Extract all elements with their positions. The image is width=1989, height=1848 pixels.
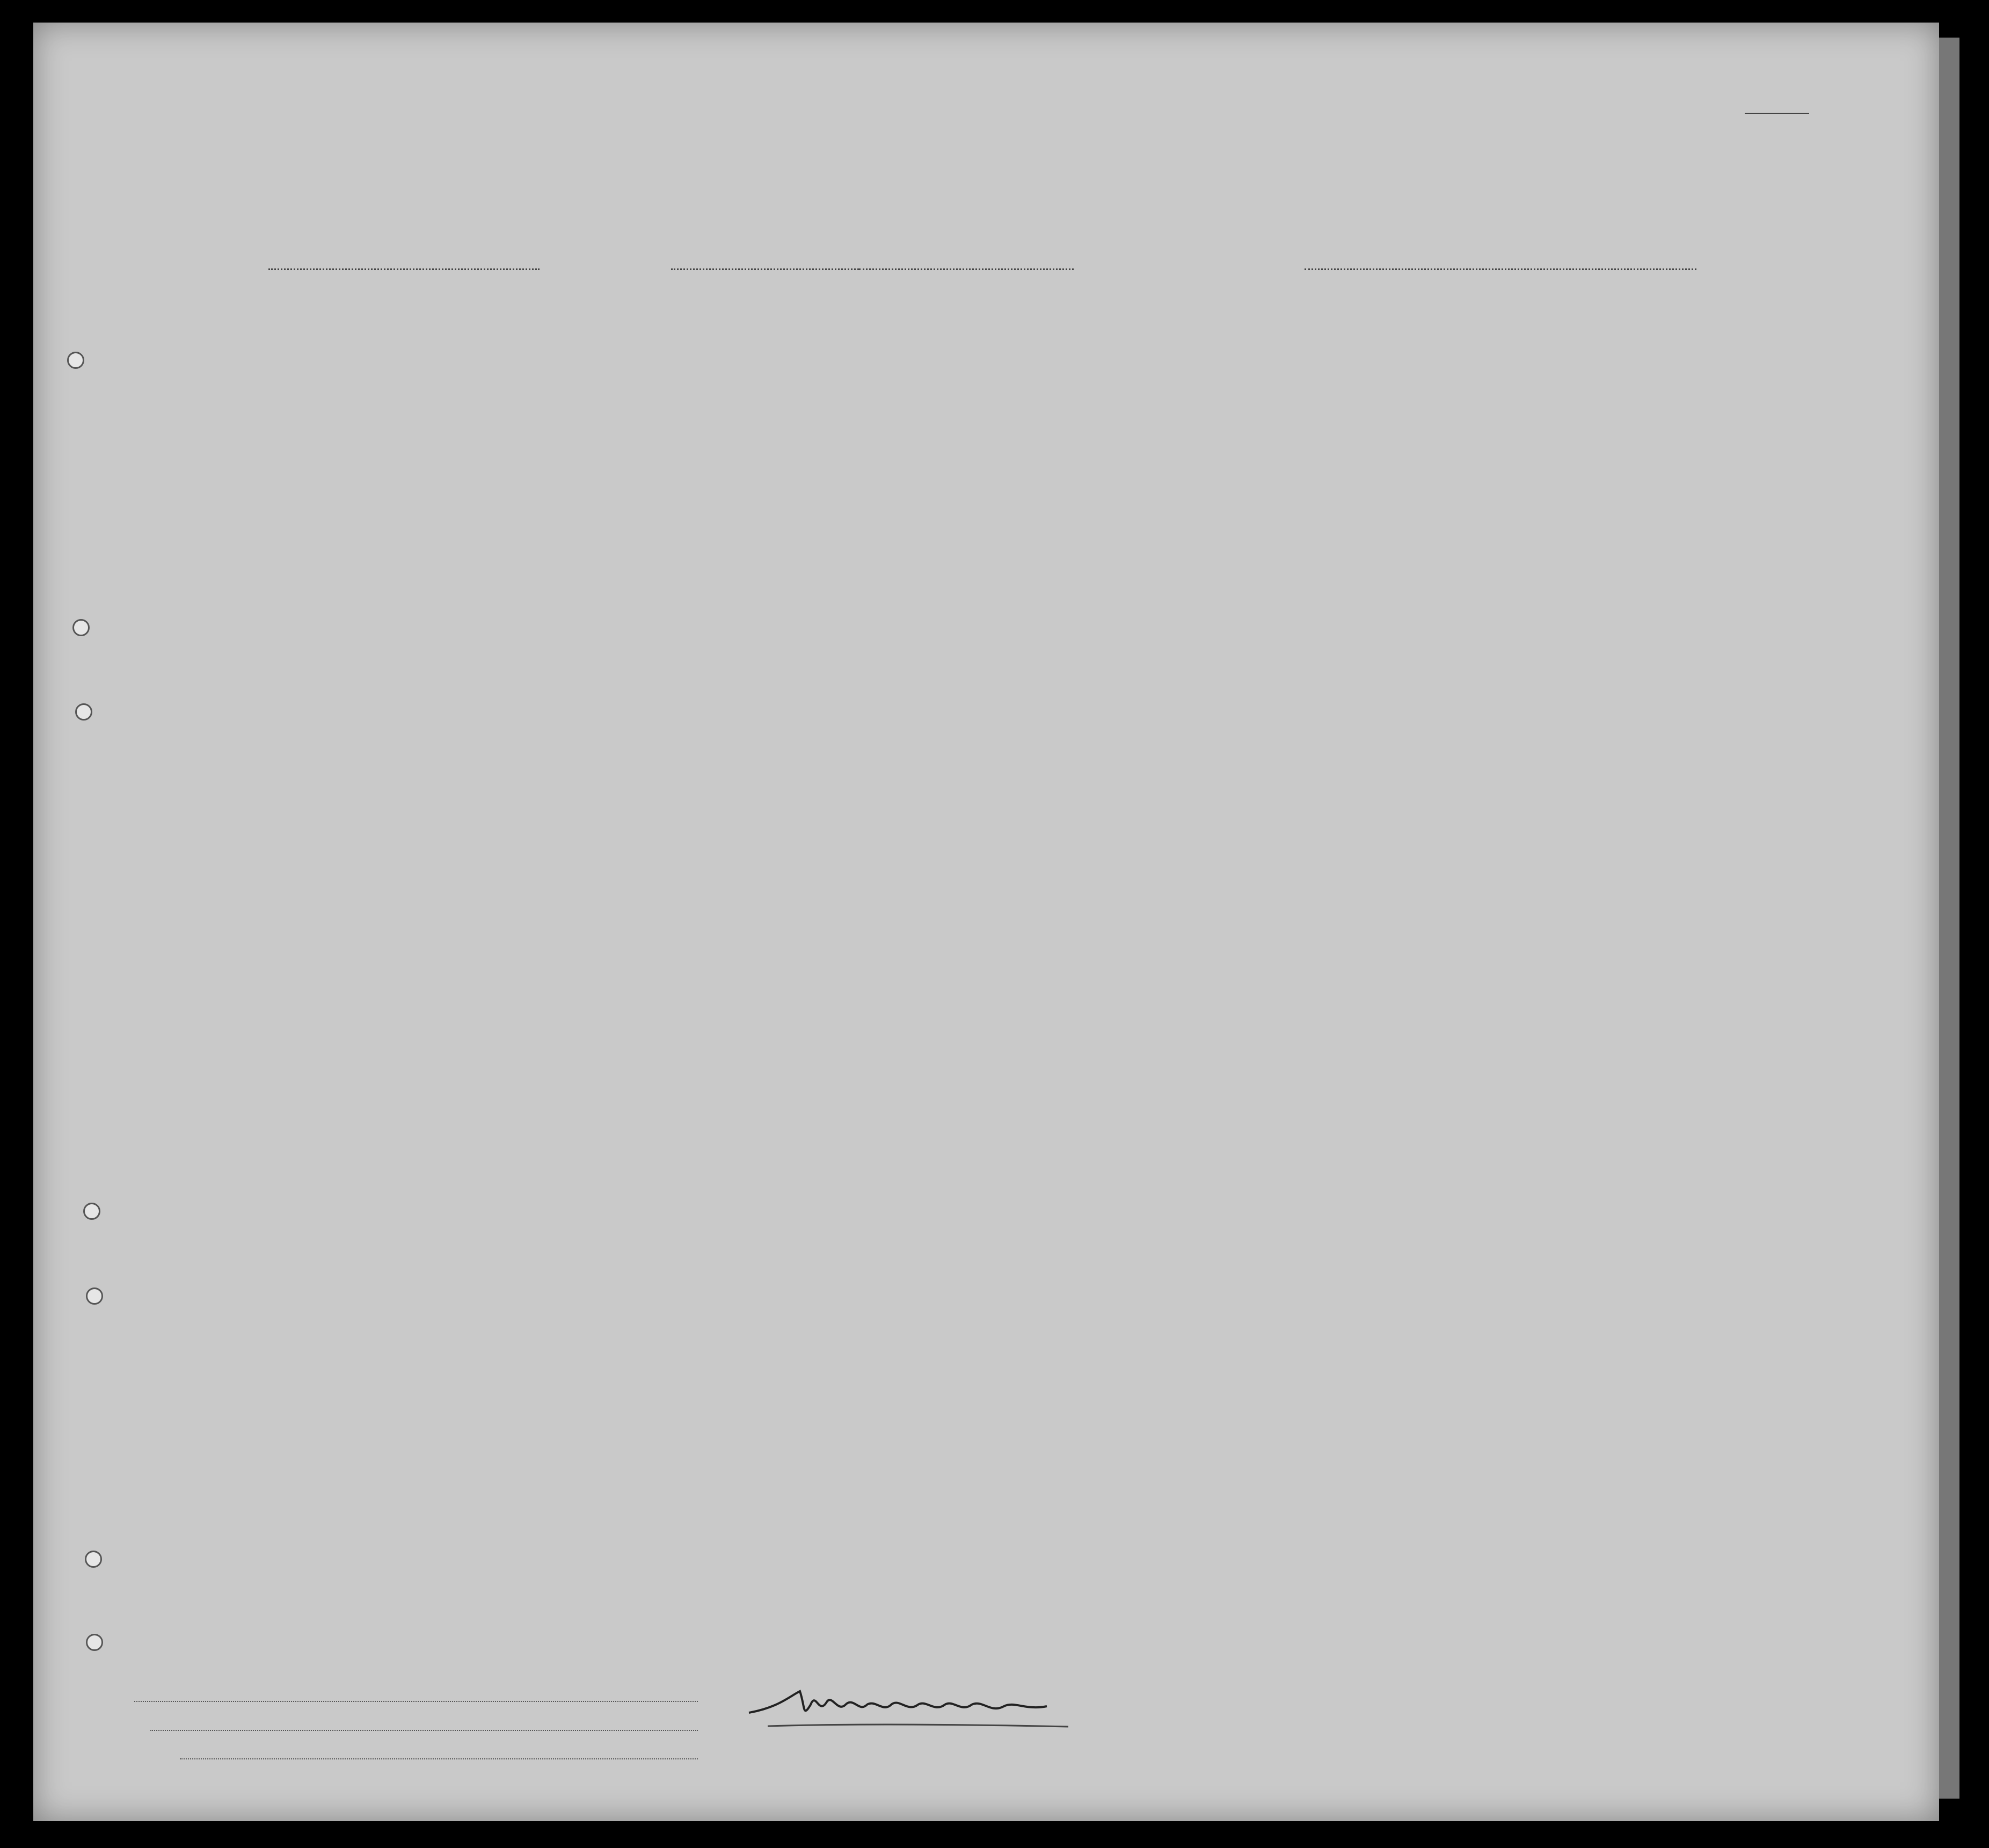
punch-hole (75, 703, 92, 721)
punch-hole (72, 619, 90, 636)
punch-hole (86, 1287, 103, 1305)
arriving-underline (671, 268, 859, 270)
punch-hole (67, 352, 84, 369)
punch-hole (83, 1203, 100, 1220)
date-underline (859, 268, 1074, 270)
footer-owners-field (150, 1730, 698, 1731)
manifest-sheet (33, 23, 1939, 1821)
vessel-underline (268, 268, 540, 270)
sheet-line (1745, 113, 1809, 114)
inspector-signature (746, 1675, 1090, 1734)
from-underline (1305, 268, 1696, 270)
punch-hole (85, 1551, 102, 1568)
footer-line-field (134, 1701, 698, 1702)
footer-agents-field (180, 1758, 698, 1759)
punch-hole (86, 1634, 103, 1651)
